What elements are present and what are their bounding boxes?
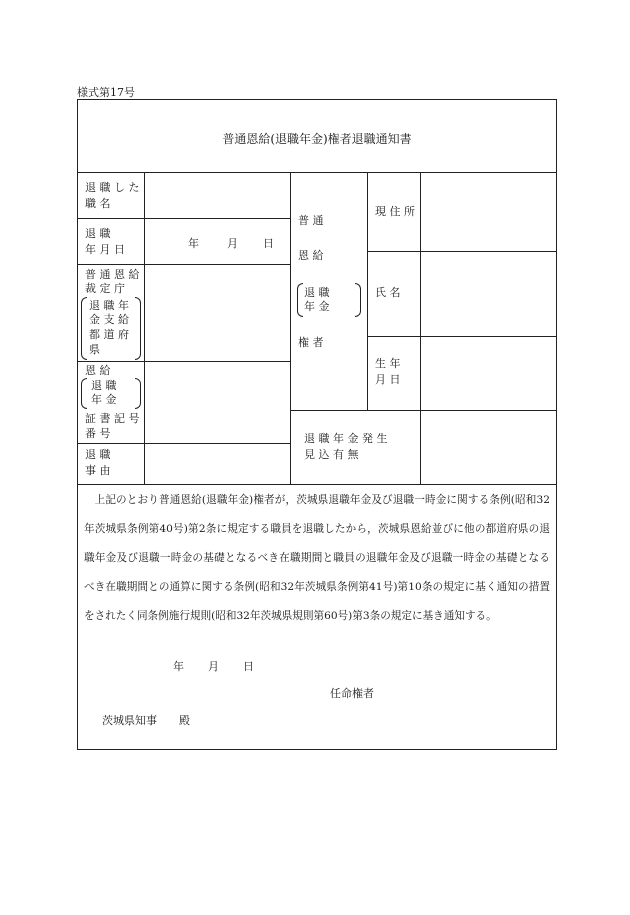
pension-label-line2: 見 込 有 無 — [304, 448, 359, 461]
pension-value[interactable] — [421, 411, 555, 483]
pension-label-line1: 退 職 年 金 発 生 — [304, 432, 388, 445]
address-value[interactable] — [421, 173, 555, 250]
authority-bracket-line2: 金 支 給 — [89, 313, 129, 326]
birth-value[interactable] — [421, 337, 555, 409]
holder-bracket-line1: 退 職 — [304, 286, 330, 299]
notice-paragraph: 上記のとおり普通恩給(退職年金)権者が，茨城県退職年金及び退職一時金に関する条例(昭和32年茨城県条例第40号)第2条に規定する職員を退職したから，茨城県恩給並びに他の都道府県の退職年金及び退職一時金の基礎となるべき在職期間と職員の退職年金及び退職一時金の基礎となるべき在職期間との通算に関する条例(昭和32年茨城県条例第41号)第10条の規定に基く通知の措置をされたく同条例施行規則(昭和32年茨城県規則第60号)第3条の規定に基き通知する。 — [84, 494, 550, 622]
cert-label-line3: 証 書 記 号 — [85, 412, 140, 425]
retire-date-label-line2: 年 月 日 — [85, 243, 125, 256]
authority-bracket-line4: 県 — [89, 343, 100, 356]
holder-label-line1: 普 通 — [298, 214, 324, 227]
cert-bracket-line2: 年 金 — [91, 393, 117, 406]
name-label: 氏 名 — [375, 286, 401, 299]
position-label: 退 職 し た — [85, 181, 140, 194]
position-label-line2: 職 名 — [85, 197, 111, 210]
authority-bracket-right — [135, 297, 141, 360]
holder-bracket-line2: 年 金 — [304, 300, 330, 313]
authority-label-line2: 裁 定 庁 — [85, 282, 125, 295]
birth-label-line2: 月 日 — [375, 373, 401, 386]
cert-bracket-left — [81, 378, 87, 409]
form-number: 様式第17号 — [77, 86, 135, 99]
footer-day-unit: 日 — [243, 660, 254, 673]
authority-value[interactable] — [145, 265, 289, 360]
cert-value[interactable] — [145, 362, 289, 442]
holder-label-line3: 権 者 — [298, 336, 324, 349]
holder-bracket-left — [297, 283, 303, 317]
authority-label-line1: 普 通 恩 給 — [85, 268, 140, 281]
authority-bracket-line1: 退 職 年 — [89, 299, 129, 312]
name-value[interactable] — [421, 252, 555, 335]
cert-label-line4: 番 号 — [85, 427, 111, 440]
appointer-label: 任命権者 — [330, 687, 374, 700]
cert-bracket-right — [135, 378, 141, 409]
position-value[interactable] — [145, 173, 289, 217]
holder-label-line2: 恩 給 — [298, 249, 324, 262]
footer-month-unit: 月 — [208, 660, 219, 673]
authority-bracket-left — [81, 297, 87, 360]
birth-label-line1: 生 年 — [375, 357, 401, 370]
form-title: 普通恩給(退職年金)権者退職通知書 — [222, 132, 412, 146]
reason-label-line1: 退 職 — [85, 448, 111, 461]
authority-bracket-line3: 都 道 府 — [89, 328, 129, 341]
reason-label-line2: 事 由 — [85, 464, 111, 477]
retire-date-label-line1: 退 職 — [85, 227, 111, 240]
retire-date-value[interactable] — [145, 219, 289, 263]
cert-bracket-line1: 退 職 — [91, 379, 117, 392]
retire-month-unit: 月 — [227, 237, 238, 250]
addressee-label: 茨城県知事 殿 — [102, 714, 190, 727]
retire-year-unit: 年 — [188, 237, 199, 250]
footer-year-unit: 年 — [173, 660, 184, 673]
retire-day-unit: 日 — [263, 237, 274, 250]
address-label: 現 住 所 — [375, 205, 415, 218]
holder-bracket-right — [355, 283, 361, 317]
reason-value[interactable] — [145, 444, 289, 483]
cert-label-top: 恩 給 — [85, 364, 111, 377]
